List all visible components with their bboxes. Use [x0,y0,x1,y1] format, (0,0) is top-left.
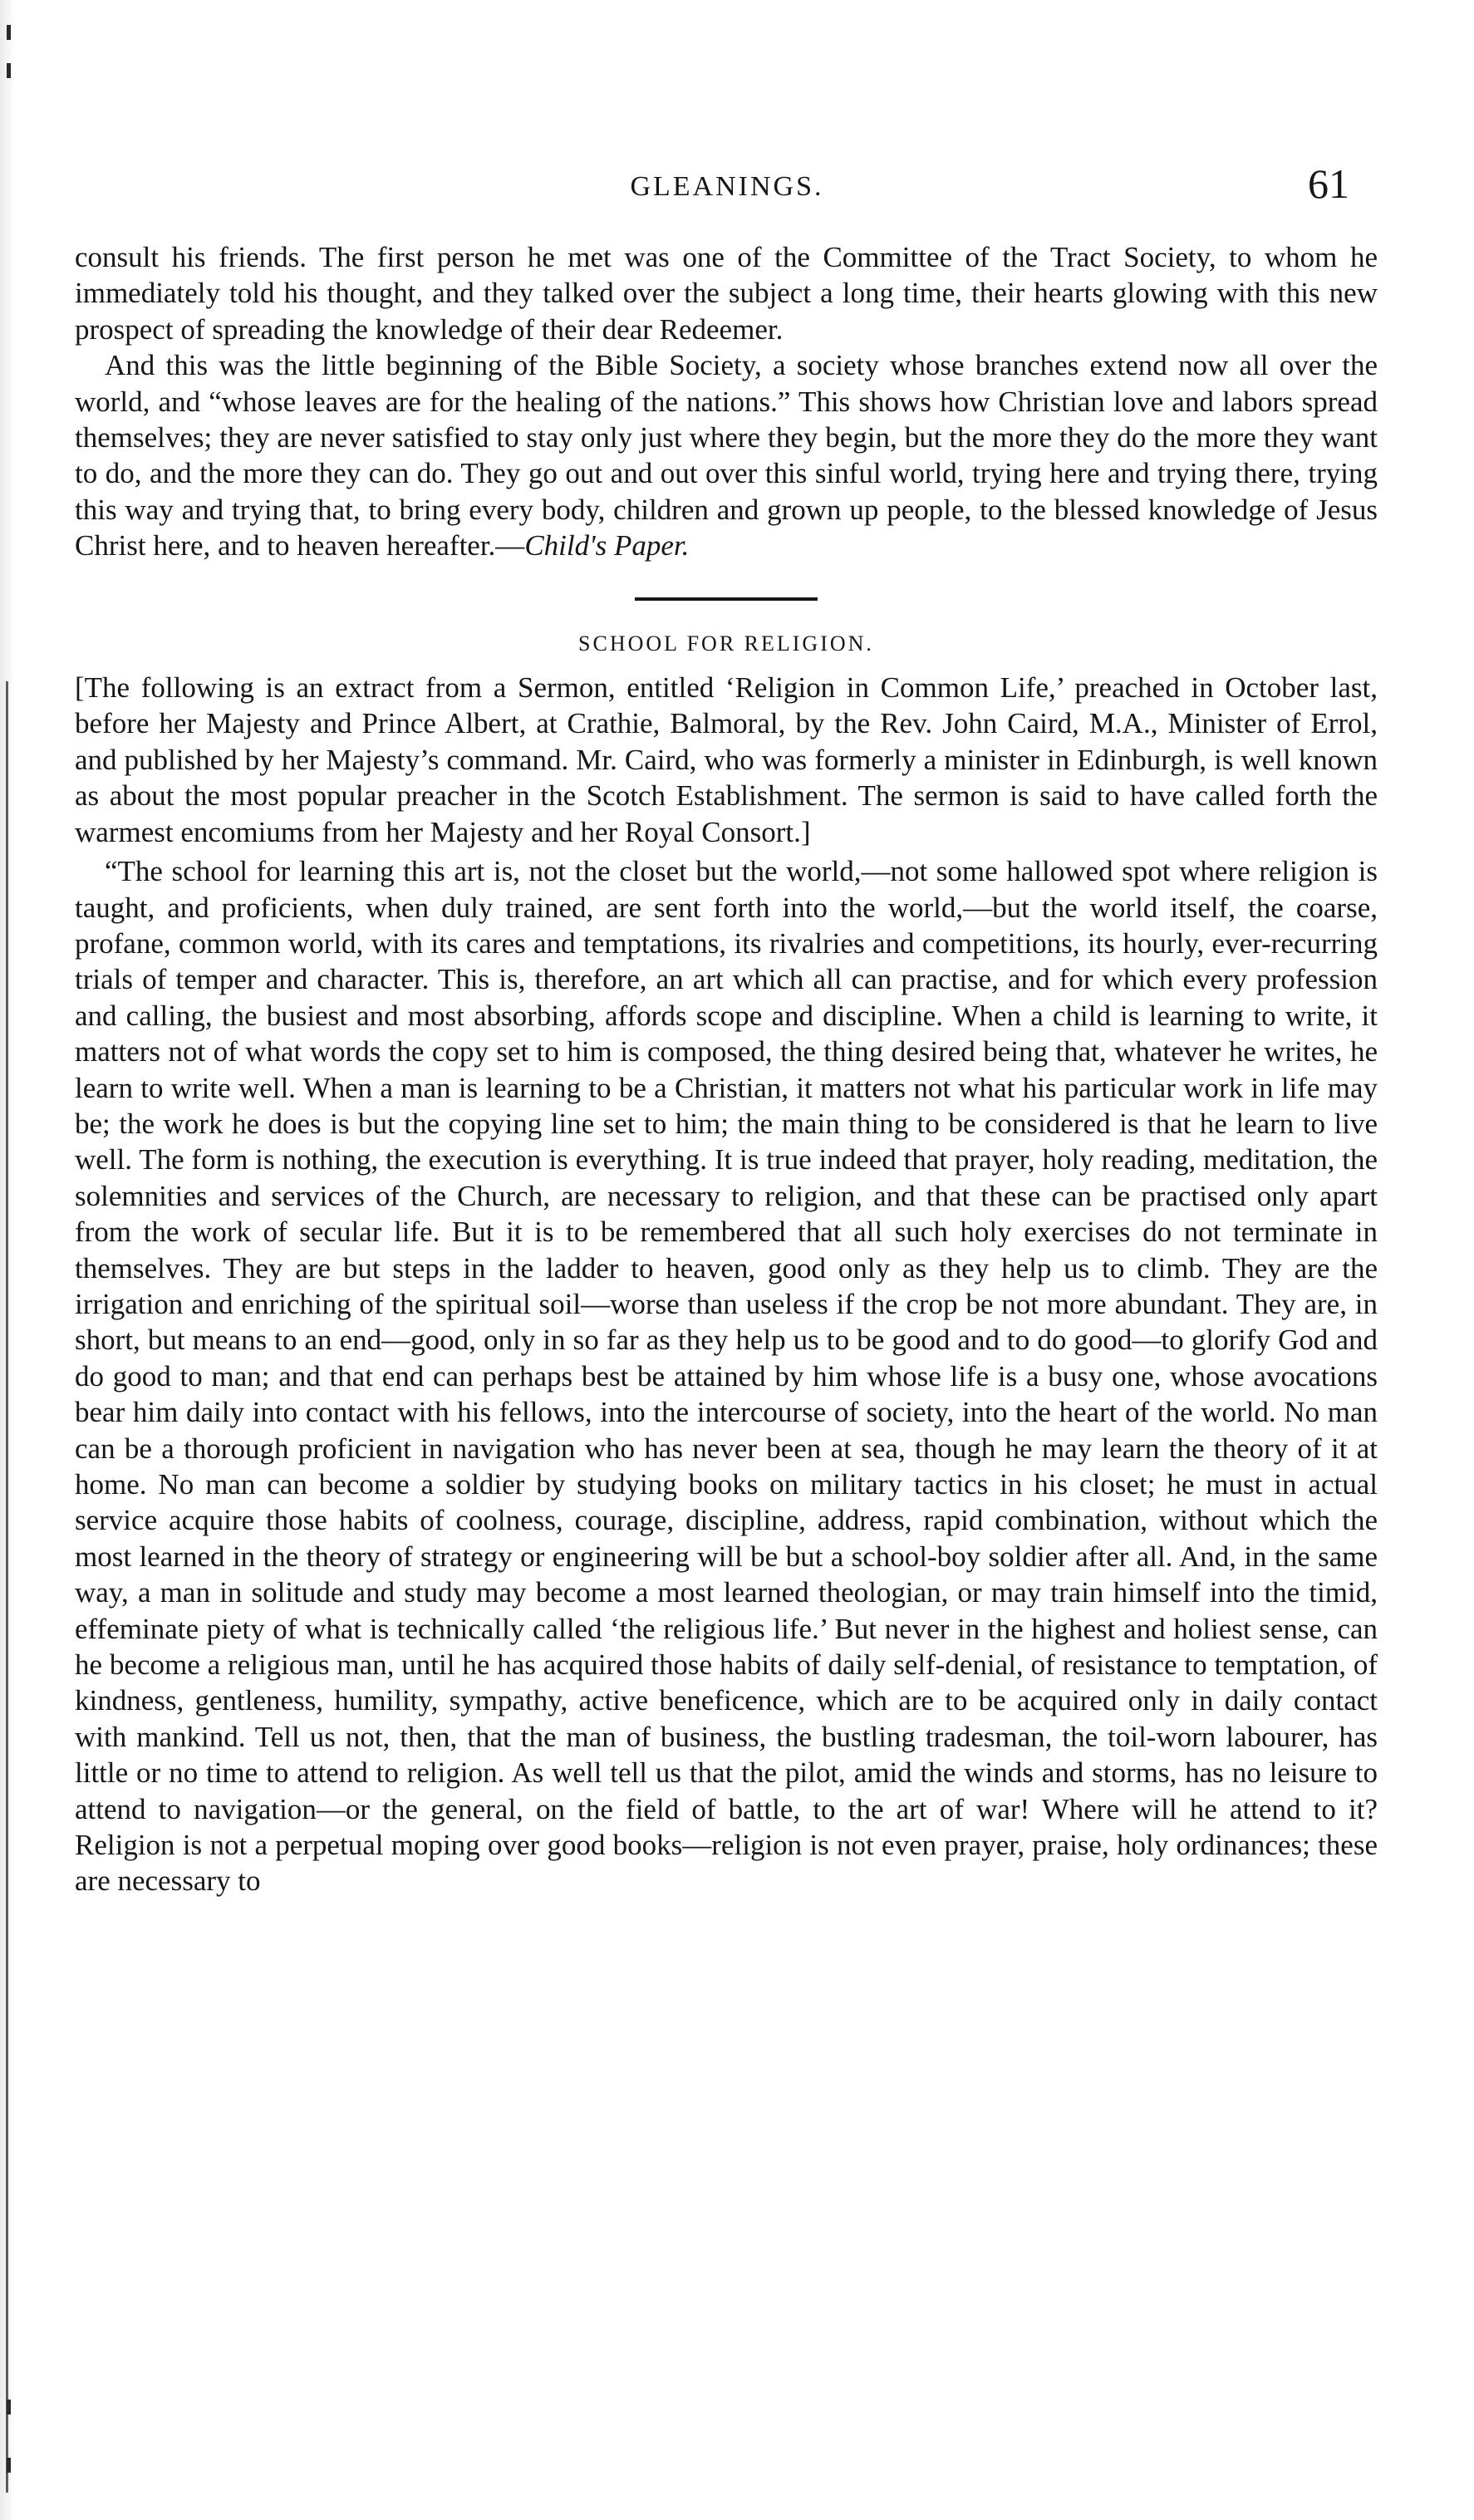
page-number: 61 [1308,160,1349,207]
article1-paragraph-text: And this was the little beginning of the Bible Society, a society whose branches extend now all over the world, and “whose leaves are for the healing of the nations.” This shows how Christian love and labors spread themselves; they are never satisfied to stay only just where they begin, but the more they do the more they want to do, and the more they can do. They go out and out over this sinful world, trying here and trying there, trying this way and trying that, to bring every body, children and grown up people, to the blessed knowledge of Jesus Christ here, and to heaven hereafter.— [75,349,1378,562]
article1-paragraph [75,347,1378,563]
running-title: GLEANINGS. [630,171,824,202]
binding-mark [7,2458,11,2473]
binding-line [6,681,8,2493]
article1-paragraph: consult his friends. The first person he met was one of the Committee of the Tract Society, to whom he immediately told his thought, and they talked over the subject a long time, their hearts glowing with this new prospect of spreading the knowledge of their dear Redeemer. [75,241,1378,346]
binding-mark [7,2400,11,2414]
article2-intro: [The following is an extract from a Sermon, entitled ‘Religion in Common Life,’ preached in October last, before her Majesty and Prince Albert, at Crathie, Balmoral, by the Rev. John Caird, M.A., Minister of Errol, and published by her Majesty’s command. Mr. Caird, who was formerly a minister in Edinburgh, is well known as about the most popular preacher in the Scotch Establishment. The sermon is said to have called forth the warmest encomiums from her Majesty and her Royal Consort.] [75,671,1378,848]
text-column [75,239,1378,1899]
binding-mark [7,63,11,78]
section-heading: SCHOOL FOR RELIGION. [578,631,874,656]
article2-body: “The school for learning this art is, not the closet but the world,—not some hallowed spot where religion is taught, and proficients, when duly trained, are sent forth into the world,—but the world itself, the coarse, profane, common world, with its cares and temptations, its rivalries and competitions, its hourly, ever-recurring trials of temper and character. This is, therefore, an art which all can practise, and for which every profession and calling, the busiest and most absorbing, affords scope and discipline. When a child is learning to write, it matters not of what words the copy set to him is composed, the thing desired being that, whatever he writes, he learn to write well. When a man is learning to be a Christian, it matters not what his particular work in life may be; the work he does is but the copying line set to him; the main thing to be considered is that he learn to live well. The form is nothing, the execution is everything. It is true indeed that prayer, holy reading, meditation, the solemnities and services of the Church, are necessary to religion, and that these can be practised only apart from the work of secular life. But it is to be remembered that all such holy exercises do not terminate in themselves. They are but steps in the ladder to heaven, good only as they help us to climb. They are the irrigation and enriching of the spiritual soil—worse than useless if the crop be not more abundant. They are, in short, but means to an end—good, only in so far as they help us to be good and to do good—to glorify God and do good to man; and that end can perhaps best be attained by him whose life is a busy one, whose avocations bear him daily into contact with his fellows, into the intercourse of society, into the heart of the world. No man can be a thorough proficient in navigation who has never been at sea, though he may learn the theory of it at home. No man can become a soldier by studying books on military tactics in his closet; he must in actual service acquire those habits of coolness, courage, discipline, address, rapid combination, without which the most learned in the theory of strategy or engineering will be but a school-boy soldier after all. And, in the same way, a man in solitude and study may become a most learned theologian, or may train himself into the timid, effeminate piety of what is technically called ‘the religious life.’ But never in the highest and holiest sense, can he become a religious man, until he has acquired those habits of daily self-denial, of resistance to temptation, of kindness, gentleness, humility, sympathy, active beneficence, which are to be acquired only in daily contact with mankind. Tell us not, then, that the man of business, the bustling tradesman, the toil-worn labourer, has little or no time to attend to religion. As well tell us that the pilot, amid the winds and storms, has no leisure to attend to navigation—or the general, on the field of battle, to the art of war! Where will he attend to it? Religion is not a perpetual moping over good books—religion is not even prayer, praise, holy ordinances; these are necessary to [75,855,1378,1898]
binding-mark [7,25,11,40]
section-divider [635,597,818,601]
article1-source: Child's Paper. [524,529,690,562]
running-head [75,160,1379,214]
